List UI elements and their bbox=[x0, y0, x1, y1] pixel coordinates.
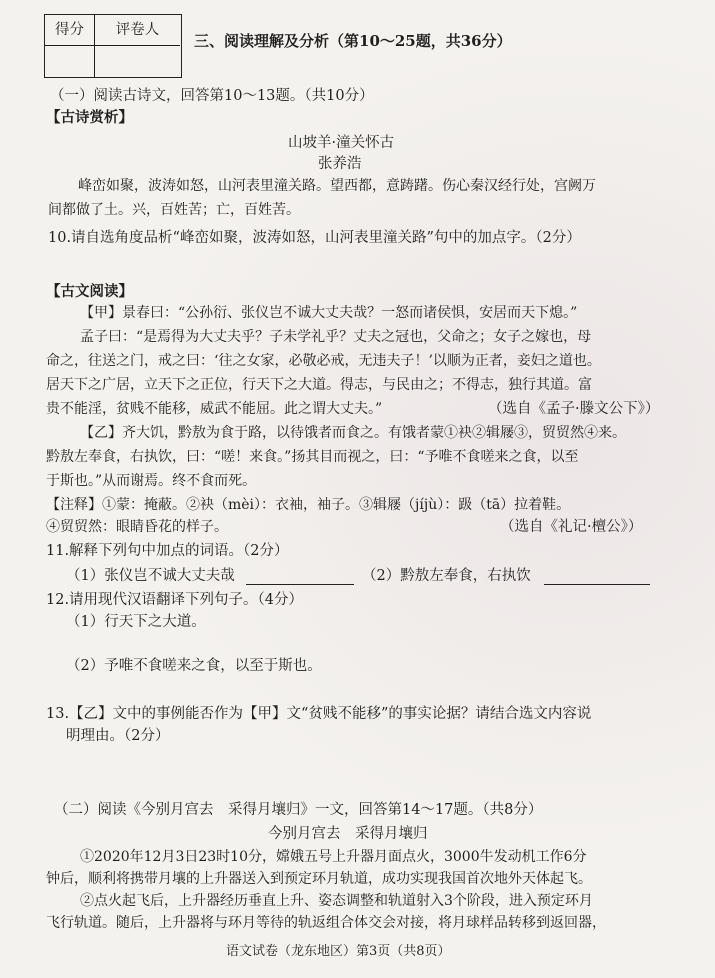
poem-title: 山坡羊·潼关怀古 bbox=[288, 135, 395, 151]
poem-author: 张养浩 bbox=[318, 156, 362, 172]
jia-line: 居天下之广居，立天下之正位，行天下之大道。得志，与民由之；不得志，独行其道。富 bbox=[46, 377, 592, 393]
article-line: 飞行轨道。随后，上升器将与环月等待的轨返组合体交会对接，将月球样品转移到返回器， bbox=[46, 915, 606, 931]
question-11-item2: （2）黔敖左奉食，右执饮 bbox=[362, 568, 531, 584]
answer-blank[interactable] bbox=[544, 570, 650, 585]
yi-line: 黔敖左奉食，右执饮，曰：“嗟！来食。”扬其目而视之，曰：“予唯不食嗟来之食，以至 bbox=[46, 449, 579, 465]
score-label: 得分 bbox=[55, 22, 84, 38]
notes-line: 【注释】①蒙：掩蔽。②袂（mèi）：衣袖，袖子。③辑屦（jíjù）：趿（tā）拉着鞋。 bbox=[46, 497, 571, 513]
jia-source: （选自《孟子·滕文公下》） bbox=[488, 401, 660, 417]
grader-cell bbox=[95, 15, 180, 46]
jia-line: 贵不能淫，贫贱不能移，威武不能屈。此之谓大丈夫。” bbox=[46, 401, 383, 417]
part2-heading: （二）阅读《今别月宫去 采得月壤归》一文，回答第14～17题。（共8分） bbox=[54, 802, 543, 818]
jia-line: 命之，往送之门，戒之曰：‘往之女家，必敬必戒，无违夫子！’以顺为正者，妾妇之道也。 bbox=[46, 353, 601, 369]
grader-label: 评卷人 bbox=[115, 22, 160, 38]
section-title: 三、阅读理解及分析（第10～25题，共36分） bbox=[194, 32, 512, 50]
score-cell bbox=[45, 15, 95, 46]
classical-label: 【古文阅读】 bbox=[46, 283, 133, 300]
jia-line: 孟子曰：“是焉得为大丈夫乎？子未学礼乎？丈夫之冠也，父命之；女子之嫁也，母 bbox=[80, 329, 592, 345]
part1-heading: （一）阅读古诗文，回答第10～13题。（共10分） bbox=[50, 88, 374, 104]
question-12: 12.请用现代汉语翻译下列句子。（4分） bbox=[46, 592, 304, 608]
poem-label: 【古诗赏析】 bbox=[46, 109, 133, 126]
question-11-item1: （1）张仪岂不诚大丈夫哉 bbox=[66, 568, 235, 584]
question-13-cont: 明理由。（2分） bbox=[66, 728, 170, 744]
page-footer: 语文试卷（龙东地区）第3页（共8页） bbox=[226, 944, 451, 959]
answer-blank[interactable] bbox=[246, 570, 354, 585]
question-13: 13.【乙】文中的事例能否作为【甲】文“贫贱不能移”的事实论据？请结合选文内容说 bbox=[46, 706, 592, 722]
article-title: 今别月宫去 采得月壤归 bbox=[268, 826, 428, 842]
yi-line: 【乙】齐大饥，黔敖为食于路，以待饿者而食之。有饿者蒙①袂②辑屦③，贸贸然④来。 bbox=[80, 425, 626, 441]
poem-line: 峰峦如聚，波涛如怒，山河表里潼关路。望西都，意踌躇。伤心秦汉经行处，宫阙万 bbox=[78, 178, 596, 194]
question-10: 10.请自选角度品析“峰峦如聚，波涛如怒，山河表里潼关路”句中的加点字。（2分） bbox=[48, 230, 581, 246]
article-line: 钟后，顺利将携带月壤的上升器送入到预定环月轨道，成功实现我国首次地外天体起飞。 bbox=[46, 871, 592, 887]
poem-line: 间都做了土。兴，百姓苦；亡，百姓苦。 bbox=[48, 202, 300, 218]
yi-source: （选自《礼记·檀公》） bbox=[500, 519, 643, 535]
question-12-item2: （2）予唯不食嗟来之食，以至于斯也。 bbox=[66, 658, 322, 674]
article-line: ①2020年12月3日23时10分，嫦娥五号上升器月面点火，3000牛发动机工作6分 bbox=[80, 849, 587, 865]
jia-line: 【甲】景春曰：“公孙衍、张仪岂不诚大丈夫哉？一怒而诸侯惧，安居而天下熄。” bbox=[80, 305, 578, 321]
question-11: 11.解释下列句中加点的词语。（2分） bbox=[46, 543, 289, 559]
yi-line: 于斯也。”从而谢焉。终不食而死。 bbox=[46, 473, 257, 489]
question-12-item1: （1）行天下之大道。 bbox=[66, 614, 206, 630]
score-entry-cell bbox=[45, 46, 95, 77]
score-box bbox=[44, 14, 182, 78]
notes-line: ④贸贸然：眼睛昏花的样子。 bbox=[46, 519, 228, 535]
article-line: ②点火起飞后，上升器经历垂直上升、姿态调整和轨道射入3个阶段，进入预定环月 bbox=[80, 893, 593, 909]
